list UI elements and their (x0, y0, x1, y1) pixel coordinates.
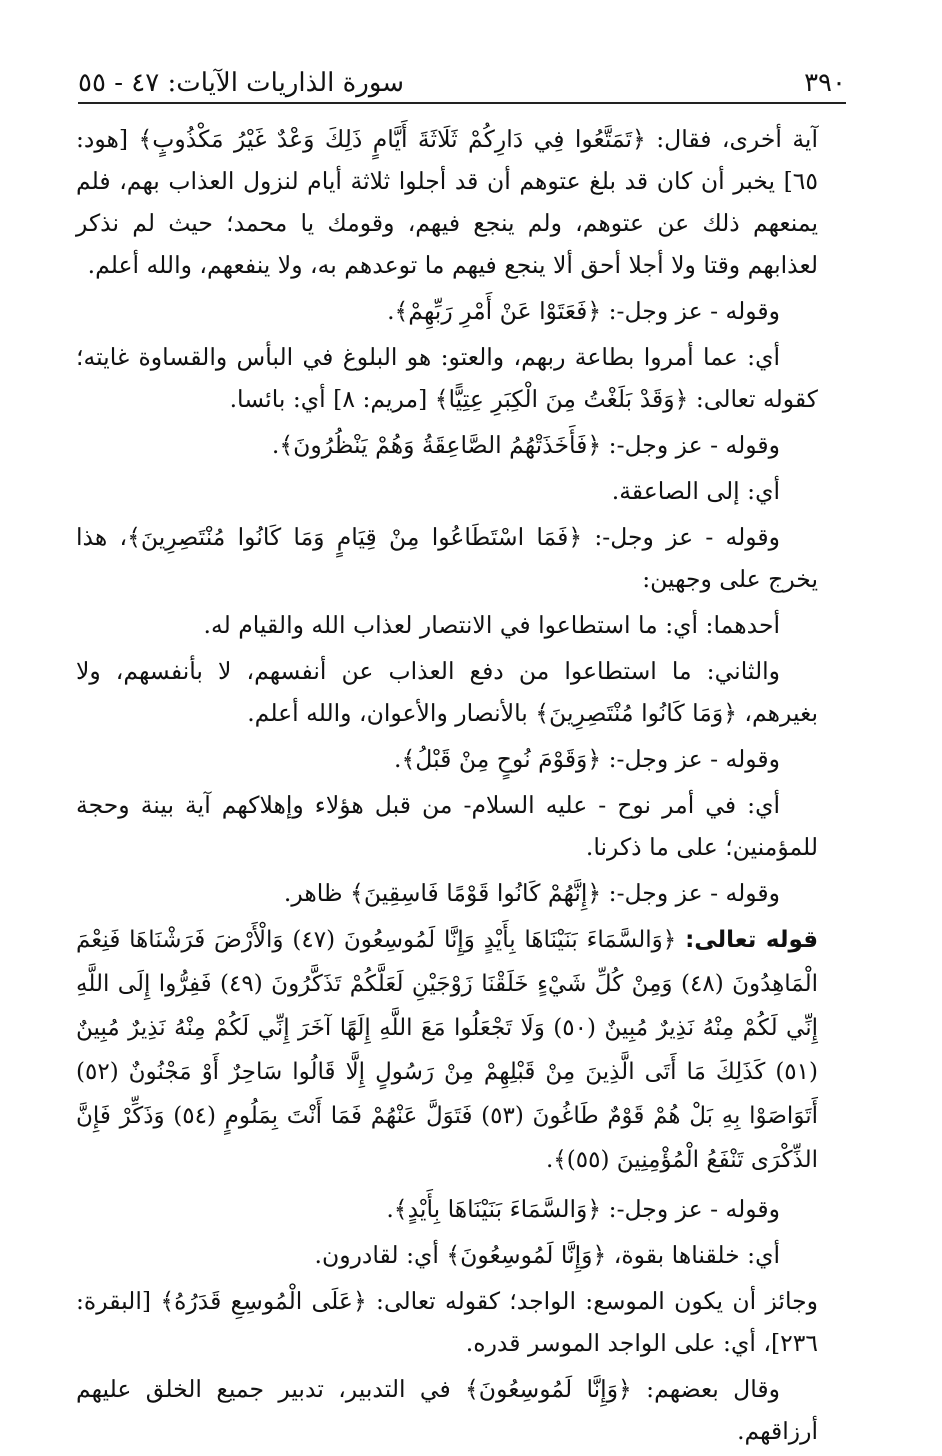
paragraph: وقوله - عز وجل-: ﴿فَعَتَوْا عَنْ أَمْرِ رَبِّهِمْ﴾. (387, 297, 780, 325)
running-title: سورة الذاريات الآيات: ٤٧ - ٥٥ (78, 68, 405, 98)
paragraph: والثاني: ما استطاعوا من دفع العذاب عن أنفسهم، لا بأنفسهم، ولا بغيرهم، ﴿وَمَا كَانُوا مُنْتَصِرِينَ﴾ بالأنصار والأعوان، والله أعلم. (76, 657, 818, 727)
verse-paragraph (76, 918, 818, 1182)
quran-verse-block (76, 918, 818, 1182)
paragraph: أحدهما: أي: ما استطاعوا في الانتصار لعذاب الله والقيام له. (203, 611, 780, 639)
paragraph: أي: عما أمروا بطاعة ربهم، والعتو: هو البلوغ في البأس والقساوة غايته؛ كقوله تعالى: ﴿وَقَدْ بَلَغْتُ مِنَ الْكِبَرِ عِتِيًّا﴾ [مريم: ٨] أي: بائسا. (76, 343, 818, 413)
paragraph: أي: خلقناها بقوة، ﴿وَإِنَّا لَمُوسِعُونَ﴾ أي: لقادرون. (314, 1241, 780, 1269)
paragraph: وقوله - عز وجل-: ﴿فَأَخَذَتْهُمُ الصَّاعِقَةُ وَهُمْ يَنْظُرُونَ﴾. (271, 431, 780, 459)
paragraph: آية أخرى، فقال: ﴿تَمَتَّعُوا فِي دَارِكُمْ ثَلَاثَةَ أَيَّامٍ ذَلِكَ وَعْدٌ غَيْرُ مَكْذُوبٍ﴾ [هود: ٦٥] يخبر أن كان قد بلغ عتوهم أن قد أجلوا ثلاثة أيام لنزول العذاب بهم، فلم يمنعهم ذلك عن عتوهم، ولم ينجع فيهم، وقومك يا محمد؛ حيث لم نذكر لعذابهم وقتا ولا أجلا أحق ألا ينجع فيهم ما توعدهم به، ولا ينفعهم، والله أعلم. (76, 125, 818, 279)
paragraph: وقال بعضهم: ﴿وَإِنَّا لَمُوسِعُونَ﴾ في التدبير، تدبير جميع الخلق عليهم أرزاقهم. (76, 1375, 818, 1445)
paragraph: أي: في أمر نوح - عليه السلام- من قبل هؤلاء وإهلاكهم آية بينة وحجة للمؤمنين؛ على ما ذكرنا. (76, 791, 818, 861)
paragraph: وقوله - عز وجل-: ﴿إِنَّهُمْ كَانُوا قَوْمًا فَاسِقِينَ﴾ ظاهر. (283, 879, 780, 907)
paragraph: وجائز أن يكون الموسع: الواجد؛ كقوله تعالى: ﴿عَلَى الْمُوسِعِ قَدَرُهُ﴾ [البقرة: ٢٣٦]، أي: على الواجد الموسر قدره. (76, 1287, 818, 1357)
verse-text: ﴿وَالسَّمَاءَ بَنَيْنَاهَا بِأَيْدٍ وَإِنَّا لَمُوسِعُونَ (٤٧) وَالْأَرْضَ فَرَشْنَاهَا فَنِعْمَ الْمَاهِدُونَ (٤٨) وَمِنْ كُلِّ شَيْءٍ خَلَقْنَا زَوْجَيْنِ لَعَلَّكُمْ تَذَكَّرُونَ (٤٩) فَفِرُّوا إِلَى اللَّهِ إِنِّي لَكُمْ مِنْهُ نَذِيرٌ مُبِينٌ (٥٠) وَلَا تَجْعَلُوا مَعَ اللَّهِ إِلَهًا آخَرَ إِنِّي لَكُمْ مِنْهُ نَذِيرٌ مُبِينٌ (٥١) كَذَلِكَ مَا أَتَى الَّذِينَ مِنْ قَبْلِهِمْ مِنْ رَسُولٍ إِلَّا قَالُوا سَاحِرٌ أَوْ مَجْنُونٌ (٥٢) أَتَوَاصَوْا بِهِ بَلْ هُمْ قَوْمٌ طَاغُونَ (٥٣) فَتَوَلَّ عَنْهُمْ فَمَا أَنْتَ بِمَلُومٍ (٥٤) وَذَكِّرْ فَإِنَّ الذِّكْرَى تَنْفَعُ الْمُؤْمِنِينَ (٥٥)﴾. (76, 927, 819, 1173)
page-body (76, 118, 818, 1456)
paragraph: وقوله - عز وجل-: ﴿وَقَوْمَ نُوحٍ مِنْ قَبْلُ﴾. (394, 745, 780, 773)
verse-lead: قوله تعالى: (685, 927, 818, 953)
page-number: ٣٩٠ (804, 68, 846, 98)
running-header (78, 54, 846, 104)
paragraph: وقوله - عز وجل-: ﴿وَالسَّمَاءَ بَنَيْنَاهَا بِأَيْدٍ﴾. (386, 1195, 780, 1223)
paragraph: وقوله - عز وجل-: ﴿فَمَا اسْتَطَاعُوا مِنْ قِيَامٍ وَمَا كَانُوا مُنْتَصِرِينَ﴾، هذا يخرج على وجهين: (76, 523, 818, 593)
paragraph: أي: إلى الصاعقة. (611, 477, 780, 505)
